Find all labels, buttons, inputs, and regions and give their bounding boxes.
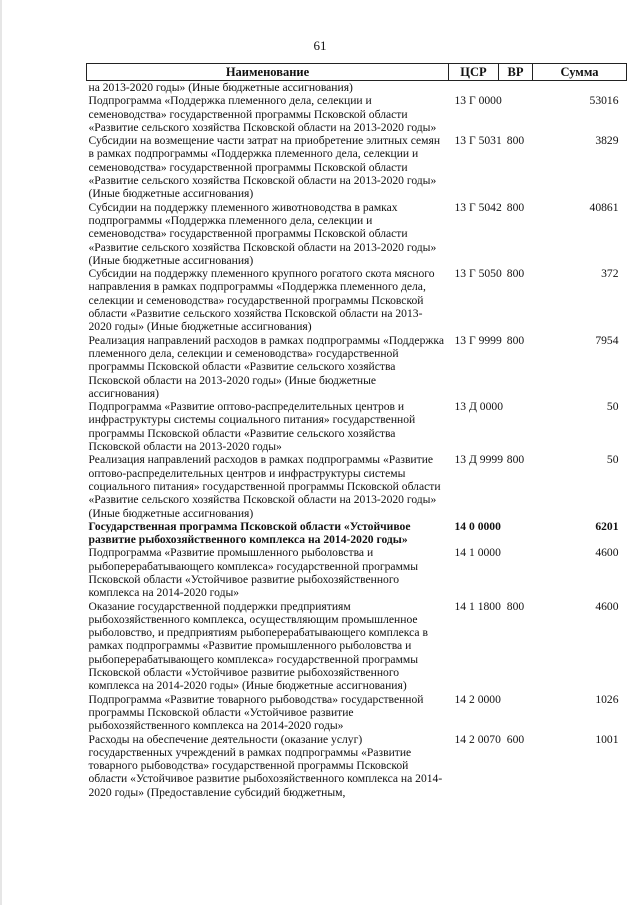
row-sum: 40861 (589, 200, 619, 214)
table-header (87, 64, 627, 81)
row-sum: 6201 (595, 519, 619, 533)
table-row (87, 453, 627, 519)
page-number: 61 (313, 38, 327, 53)
row-csr: 14 2 0000 (454, 692, 501, 706)
row-sum: 3829 (595, 134, 619, 148)
row-name: Реализация направлений расходов в рамках подпрограммы «Поддержка племенного дела, селекции и семеноводства» государственной программы Псковской области «Развитие сельского хозяйства Псковской области на 2013-2020 годы» (Иные бюджетные ассигнования) (88, 333, 444, 400)
table-row (87, 267, 627, 333)
row-csr: 14 2 0070 (454, 732, 501, 746)
row-name: на 2013-2020 годы» (Иные бюджетные ассигнования) (88, 81, 353, 94)
table-row (87, 81, 627, 95)
row-vr: 800 (506, 453, 525, 467)
row-vr: 800 (506, 200, 525, 214)
row-name: Реализация направлений расходов в рамках подпрограммы «Развитие оптово-распределительных центров и инфраструктуры системы социального питания» государственной программы Псковской области «Развитие сельского хозяйства Псковской области на 2013-2020 годы» (Иные бюджетные ассигнования) (88, 453, 441, 520)
row-csr: 13 Г 5031 (454, 134, 502, 148)
row-name: Субсидии на возмещение части затрат на приобретение элитных семян в рамках подпрограммы «Поддержка племенного дела, селекции и семеноводства» государственной программы Псковской области «Развитие сельского хозяйства Псковской области на 2013-2020 годы» (Иные бюджетные ассигнования) (88, 134, 441, 201)
row-sum (533, 81, 627, 95)
row-name: Подпрограмма «Поддержка племенного дела, селекции и семеноводства» государственной программы Псковской области «Развитие сельского хозяйства Псковской области на 2013-2020 годы» (88, 94, 437, 134)
row-vr: 800 (506, 134, 525, 148)
table-row (87, 600, 627, 693)
row-vr (499, 693, 533, 733)
row-vr (499, 81, 533, 95)
row-csr: 13 Г 0000 (454, 94, 502, 108)
header-name: Наименование (87, 64, 449, 81)
row-sum: 50 (606, 400, 619, 414)
row-csr: 14 1 0000 (454, 546, 501, 560)
row-vr (499, 94, 533, 134)
table-row (87, 693, 627, 733)
budget-table-container (86, 63, 626, 799)
scan-edge (0, 0, 2, 905)
row-csr: 13 Г 9999 (454, 333, 502, 347)
table-row (87, 520, 627, 547)
row-csr (449, 81, 499, 95)
row-csr: 13 Д 9999 (454, 453, 503, 467)
budget-table (86, 63, 627, 799)
table-row (87, 733, 627, 799)
row-name: Оказание государственной поддержки предприятиям рыбохозяйственного комплекса, осуществляющим промышленное рыболовство, и предприятиям рыбоперерабатывающего комплекса в рамках подпрограммы «Развитие промышленного рыболовства и рыбоперерабатывающего комплекса» государственной программы Псковской области «Устойчивое развитие рыбохозяйственного комплекса на 2014-2020 годы» (Иные бюджетные ассигнования) (88, 599, 428, 693)
table-row (87, 400, 627, 453)
table-row (87, 134, 627, 200)
row-csr: 13 Г 5050 (454, 267, 502, 281)
table-row (87, 546, 627, 599)
row-name: Подпрограмма «Развитие товарного рыбоводства» государственной программы Псковской области «Устойчивое развитие рыбохозяйственного комплекса на 2014-2020 годы» (88, 692, 424, 733)
row-name: Субсидии на поддержку племенного крупного рогатого скота мясного направления в рамках подпрограммы «Поддержка племенного дела, селекции и семеноводства» государственной программы Псковской области «Развитие сельского хозяйства Псковской области на 2013-2020 годы» (Иные бюджетные ассигнования) (88, 267, 435, 334)
row-sum: 4600 (595, 599, 619, 613)
table-body (87, 81, 627, 800)
row-csr: 13 Д 0000 (454, 400, 503, 414)
row-name: Субсидии на поддержку племенного животноводства в рамках подпрограммы «Поддержка племенного дела, селекции и семеноводства» государственной программы Псковской области «Развитие сельского хозяйства Псковской области на 2013-2020 годы» (Иные бюджетные ассигнования) (88, 200, 437, 267)
header-vr: ВР (499, 64, 533, 81)
row-sum: 53016 (589, 94, 619, 108)
row-sum: 1001 (595, 732, 619, 746)
header-csr: ЦСР (449, 64, 499, 81)
row-sum: 7954 (595, 333, 619, 347)
row-sum: 1026 (595, 692, 619, 706)
row-name: Государственная программа Псковской области «Устойчивое развитие рыбохозяйственного комплекса на 2014-2020 годы» (88, 519, 411, 547)
row-csr: 14 0 0000 (454, 519, 501, 533)
row-csr: 14 1 1800 (454, 599, 501, 613)
row-name: Расходы на обеспечение деятельности (оказание услуг) государственных учреждений в рамках подпрограммы «Развитие товарного рыбоводства» государственной программы Псковской области «Устойчивое развитие рыбохозяйственного комплекса на 2014-2020 годы» (Предоставление субсидий бюджетным, (88, 732, 443, 799)
row-vr: 600 (506, 732, 525, 746)
row-vr: 800 (506, 333, 525, 347)
row-vr (499, 400, 533, 453)
row-csr: 13 Г 5042 (454, 200, 502, 214)
row-vr: 800 (506, 599, 525, 613)
header-sum: Сумма (533, 64, 627, 81)
table-row (87, 334, 627, 400)
row-name: Подпрограмма «Развитие промышленного рыболовства и рыбоперерабатывающего комплекса» государственной программы Псковской области «Устойчивое развитие рыбохозяйственного комплекса на 2014-2020 годы» (88, 546, 419, 600)
row-vr (499, 520, 533, 547)
row-sum: 50 (606, 453, 619, 467)
row-vr: 800 (506, 267, 525, 281)
table-row (87, 201, 627, 267)
row-name: Подпрограмма «Развитие оптово-распределительных центров и инфраструктуры системы социального питания» государственной программы Псковской области «Развитие сельского хозяйства Псковской области на 2013-2020 годы» (88, 400, 416, 454)
row-sum: 372 (601, 267, 619, 281)
row-sum: 4600 (595, 546, 619, 560)
row-vr (499, 546, 533, 599)
table-row (87, 94, 627, 134)
